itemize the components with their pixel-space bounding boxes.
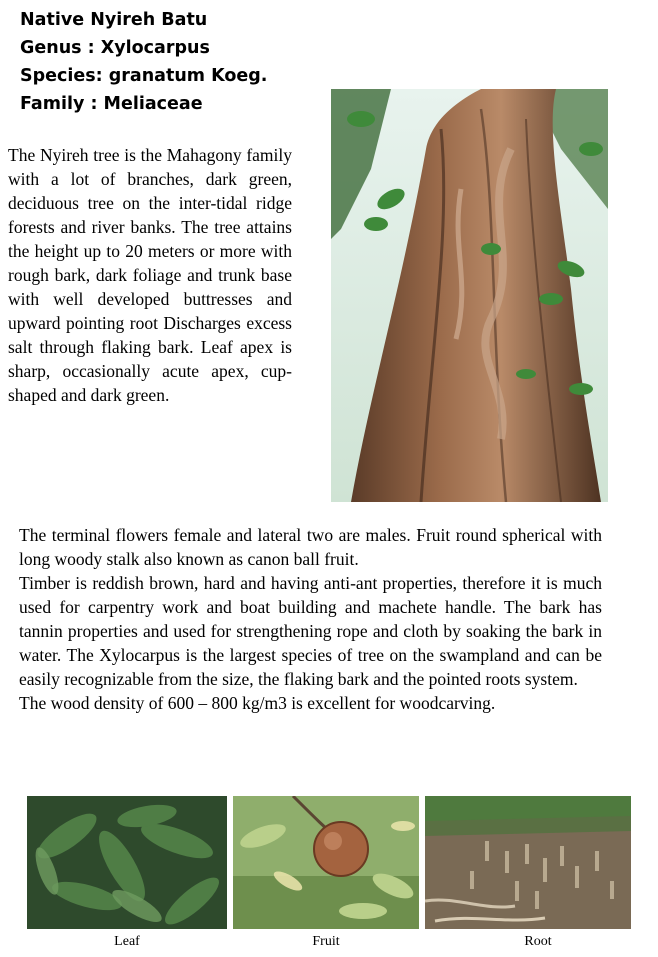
- common-name: Native Nyireh Batu: [20, 10, 208, 30]
- intro-paragraph: The Nyireh tree is the Mahagony family with a lot of branches, dark green, deciduous tree on the inter-tidal ridge forests and river banks. The tree attains the height up to 20 meters or more with rough bark, dark foliage and trunk base with well developed buttresses and upward pointing root Discharges excess salt through flaking bark. Leaf apex is sharp, occasionally acute apex, cup-shaped and dark green.: [8, 145, 292, 405]
- family-line: Family : Meliaceae: [20, 94, 203, 114]
- fruit-image: [233, 796, 419, 929]
- species-line: Species: granatum Koeg.: [20, 66, 268, 86]
- fruit-photo: [233, 796, 419, 929]
- description-body: [19, 523, 602, 715]
- root-image: [425, 796, 631, 929]
- wood-density-paragraph: The wood density of 600 – 800 kg/m3 is excellent for woodcarving.: [19, 693, 496, 713]
- flower-fruit-paragraph: The terminal flowers female and lateral two are males. Fruit round spherical with long woody stalk also known as canon ball fruit.: [19, 525, 602, 569]
- genus-line: Genus : Xylocarpus: [20, 38, 210, 58]
- leaf-image: [27, 796, 227, 929]
- root-caption: Root: [524, 934, 552, 949]
- leaf-caption: Leaf: [114, 934, 140, 949]
- fruit-caption: Fruit: [312, 934, 340, 949]
- species-heading: [20, 6, 320, 118]
- tree-trunk-photo: [331, 89, 608, 502]
- root-photo: [425, 796, 631, 929]
- leaf-photo: [27, 796, 227, 929]
- tree-trunk-image: [331, 89, 608, 502]
- timber-paragraph: Timber is reddish brown, hard and having anti-ant properties, therefore it is much used for carpentry work and boat building and machete handle. The bark has tannin properties and used for strengthening rope and cloth by soaking the bark in water. The Xylocarpus is the largest species of tree on the swampland and can be easily recognizable from the size, the flaking bark and the pointed roots system.: [19, 573, 602, 689]
